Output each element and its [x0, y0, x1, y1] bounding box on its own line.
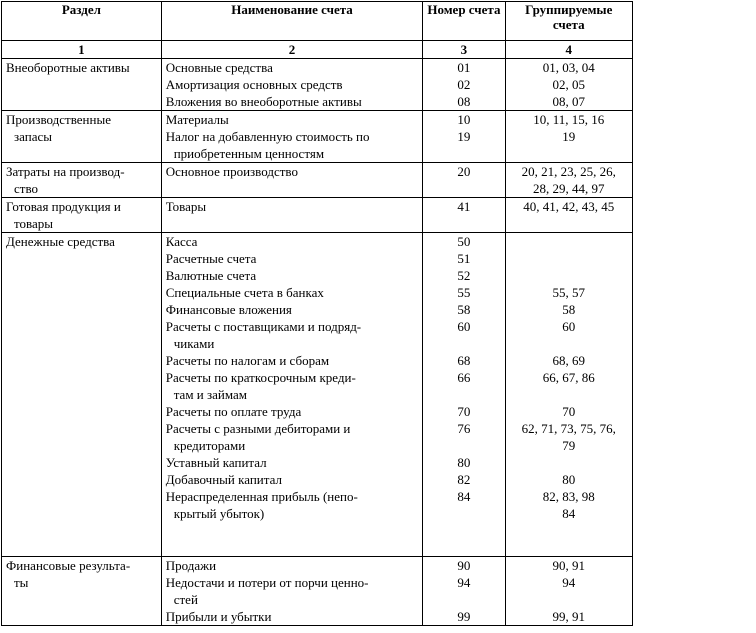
cell-line [166, 522, 419, 539]
cell-line: 58 [562, 302, 576, 317]
cell-line: Основное производство [165, 164, 298, 179]
cell-line: 99 [457, 609, 471, 624]
cell-line [427, 145, 500, 162]
grouped-accounts-cell [505, 233, 632, 557]
header-account-number: Номер счета [423, 2, 505, 41]
cell-line: 55, 57 [552, 285, 585, 300]
header-account-name: Наименование счета [161, 2, 423, 41]
cell-line: 20 [457, 164, 471, 179]
cell-line: Производственные [6, 112, 111, 127]
cell-line [427, 505, 500, 522]
account-name-cell [161, 233, 423, 557]
cell-line: Расчеты с разными дебиторами и [165, 421, 351, 436]
cell-line: 50 [457, 234, 471, 249]
cell-line: Расчеты с поставщиками и подряд- [165, 319, 362, 334]
grouped-accounts-cell [505, 198, 632, 233]
account-number-cell [423, 233, 505, 557]
cell-line: 62, 71, 73, 75, 76, [521, 421, 616, 436]
column-number-row [2, 41, 633, 59]
cell-line: ты [14, 575, 29, 590]
cell-line [427, 522, 500, 539]
cell-line: Нераспределенная прибыль (непо- [165, 489, 358, 504]
cell-line: стей [173, 592, 198, 607]
cell-line: 82, 83, 98 [542, 489, 595, 504]
account-name-cell [161, 111, 423, 163]
cell-line: 40, 41, 42, 43, 45 [523, 199, 615, 214]
cell-line: 01 [457, 60, 471, 75]
cell-line: крытый убыток) [173, 506, 265, 521]
cell-line: Прибыли и убытки [165, 609, 272, 624]
cell-line: Расчеты по оплате труда [165, 404, 302, 419]
cell-line [166, 215, 419, 232]
cell-line: 99, 91 [552, 609, 585, 624]
cell-line: 90, 91 [552, 558, 585, 573]
cell-line: 02 [457, 77, 471, 92]
grouped-accounts-cell [505, 59, 632, 111]
cell-line [427, 386, 500, 403]
cell-line: Амортизация основных средств [165, 77, 343, 92]
table-row [2, 557, 633, 626]
header-row [2, 2, 633, 41]
cell-line [510, 454, 628, 471]
cell-line: 82 [457, 472, 471, 487]
cell-line: 66, 67, 86 [542, 370, 595, 385]
cell-line [427, 180, 500, 197]
cell-line: товары [14, 216, 53, 231]
cell-line: приобретенным ценностям [173, 146, 325, 161]
cell-line: Финансовые вложения [165, 302, 292, 317]
cell-line: 60 [562, 319, 576, 334]
header-grouped-accounts: Группируемые счета [505, 2, 632, 41]
cell-line [510, 250, 628, 267]
cell-line: Товары [165, 199, 207, 214]
cell-line [427, 215, 500, 232]
cell-line: 19 [457, 129, 471, 144]
cell-line: Расчеты по краткосрочным креди- [165, 370, 356, 385]
account-name-cell [161, 198, 423, 233]
cell-line: 94 [562, 575, 576, 590]
cell-line: Налог на добавленную стоимость по [165, 129, 370, 144]
cell-line: 10 [457, 112, 471, 127]
table-row [2, 111, 633, 163]
cell-line: Уставный капитал [165, 455, 267, 470]
cell-line: Валютные счета [165, 268, 257, 283]
cell-line: запасы [14, 129, 52, 144]
cell-line: Расчетные счета [165, 251, 257, 266]
table-row [2, 233, 633, 557]
accounts-table [1, 1, 633, 626]
cell-line: Затраты на производ- [6, 164, 125, 179]
accounts-table-wrapper [1, 1, 633, 626]
column-number: 1 [2, 41, 162, 59]
cell-line: 66 [457, 370, 471, 385]
account-number-cell [423, 111, 505, 163]
section-cell [2, 557, 162, 626]
account-number-cell [423, 557, 505, 626]
grouped-accounts-cell [505, 111, 632, 163]
header-section: Раздел [2, 2, 162, 41]
cell-line [166, 180, 419, 197]
cell-line: 08, 07 [552, 94, 585, 109]
cell-line: 60 [457, 319, 471, 334]
cell-line: Финансовые результа- [6, 558, 131, 573]
cell-line: чиками [173, 336, 215, 351]
cell-line: кредиторами [173, 438, 246, 453]
cell-line: 68, 69 [552, 353, 585, 368]
cell-line [510, 215, 628, 232]
cell-line: 55 [457, 285, 471, 300]
table-body [2, 59, 633, 626]
cell-line: 80 [562, 472, 576, 487]
cell-line: Вложения во внеоборотные активы [165, 94, 362, 109]
cell-line [427, 437, 500, 454]
cell-line [510, 267, 628, 284]
cell-line: 10, 11, 15, 16 [533, 112, 605, 127]
cell-line: Продажи [165, 558, 217, 573]
section-cell [2, 163, 162, 198]
cell-line: 02, 05 [552, 77, 585, 92]
cell-line [510, 335, 628, 352]
account-number-cell [423, 59, 505, 111]
cell-line [427, 591, 500, 608]
cell-line [510, 233, 628, 250]
account-name-cell [161, 163, 423, 198]
cell-line: 94 [457, 575, 471, 590]
cell-line [510, 539, 628, 556]
cell-line: 52 [457, 268, 471, 283]
cell-line: там и займам [173, 387, 248, 402]
cell-line [427, 539, 500, 556]
cell-line: Внеоборотные активы [6, 60, 130, 75]
table-row [2, 198, 633, 233]
account-number-cell [423, 163, 505, 198]
cell-line: 20, 21, 23, 25, 26, [521, 164, 616, 179]
cell-line: Касса [165, 234, 198, 249]
cell-line [427, 335, 500, 352]
cell-line: 70 [562, 404, 576, 419]
cell-line: 68 [457, 353, 471, 368]
table-row [2, 59, 633, 111]
cell-line: 76 [457, 421, 471, 436]
section-cell [2, 59, 162, 111]
cell-line: Добавочный капитал [165, 472, 282, 487]
cell-line [510, 591, 628, 608]
cell-line: Материалы [165, 112, 229, 127]
cell-line [510, 522, 628, 539]
cell-line: Готовая продукция и [6, 199, 121, 214]
cell-line: 28, 29, 44, 97 [533, 181, 605, 196]
cell-line: Недостачи и потери от порчи ценно- [165, 575, 369, 590]
column-number: 3 [423, 41, 505, 59]
table-row [2, 163, 633, 198]
cell-line: 70 [457, 404, 471, 419]
section-cell [2, 111, 162, 163]
cell-line [510, 386, 628, 403]
cell-line: 84 [562, 506, 576, 521]
cell-line: 51 [457, 251, 471, 266]
section-cell [2, 233, 162, 557]
cell-line: 08 [457, 94, 471, 109]
cell-line: 19 [562, 129, 576, 144]
cell-line: Расчеты по налогам и сборам [165, 353, 330, 368]
cell-line: 80 [457, 455, 471, 470]
column-number: 2 [161, 41, 423, 59]
section-cell [2, 198, 162, 233]
account-name-cell [161, 557, 423, 626]
cell-line: 58 [457, 302, 471, 317]
cell-line [510, 145, 628, 162]
cell-line: 79 [562, 438, 576, 453]
cell-line: ство [14, 181, 39, 196]
grouped-accounts-cell [505, 557, 632, 626]
cell-line [166, 539, 419, 556]
cell-line: 41 [457, 199, 471, 214]
column-number: 4 [505, 41, 632, 59]
cell-line: 84 [457, 489, 471, 504]
cell-line: Основные средства [165, 60, 273, 75]
cell-line: Денежные средства [6, 234, 115, 249]
grouped-accounts-cell [505, 163, 632, 198]
account-name-cell [161, 59, 423, 111]
cell-line: 90 [457, 558, 471, 573]
account-number-cell [423, 198, 505, 233]
cell-line: 01, 03, 04 [542, 60, 595, 75]
cell-line: Специальные счета в банках [165, 285, 324, 300]
